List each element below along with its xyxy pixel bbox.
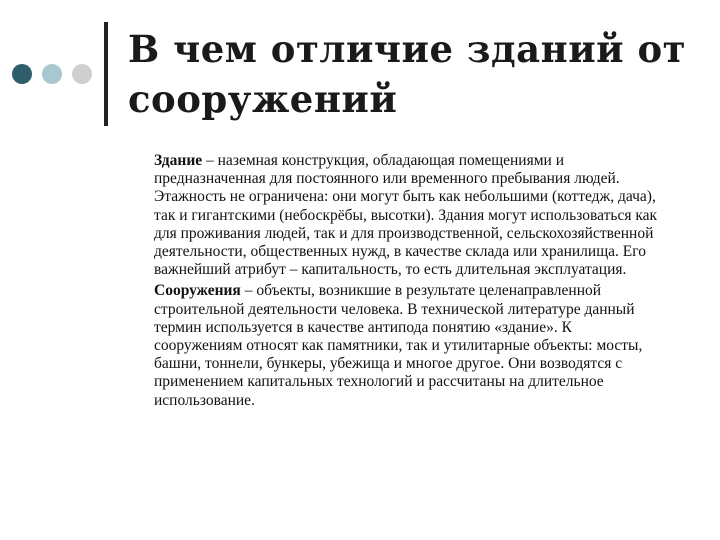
definition-building: – наземная конструкция, обладающая помещениями и предназначенная для постоянного или временного пребывания людей. Этажность не ограничена: они могут быть как небольшими (коттедж, дача), так и гигантскими (небоскрёбы, высотки). Здания могут использоваться как для проживания людей, так и для производственной, сельскохозяйственной деятельности, общественных нужд, в качестве склада или хранилища. Его важнейший атрибут – капитальность, то есть длительная эксплуатация. [154, 152, 658, 279]
paragraph-building [154, 152, 660, 279]
decorative-dot-dark [12, 64, 32, 84]
term-structure: Сооружения [154, 282, 241, 300]
decorative-dot-mid [42, 64, 62, 84]
decorative-dot-light [72, 64, 92, 84]
term-building: Здание [154, 152, 203, 169]
decorative-dots [12, 64, 102, 86]
definition-structure: – объекты, возникшие в результате целенаправленной строительной деятельности человека. В технической литературе данный термин используется в качестве антипода понятию «здание». К сооружениям относят как памятники, так и утилитарные объекты: мосты, башни, тоннели, бункеры, убежища и многое другое. Они возводятся с применением капитальных технологий и рассчитаны на длительное использование. [154, 282, 643, 409]
title-divider [104, 22, 108, 126]
paragraph-structure [154, 282, 660, 409]
slide-title: В чем отличие зданий от сооружений [128, 27, 687, 121]
slide-body [154, 152, 660, 413]
